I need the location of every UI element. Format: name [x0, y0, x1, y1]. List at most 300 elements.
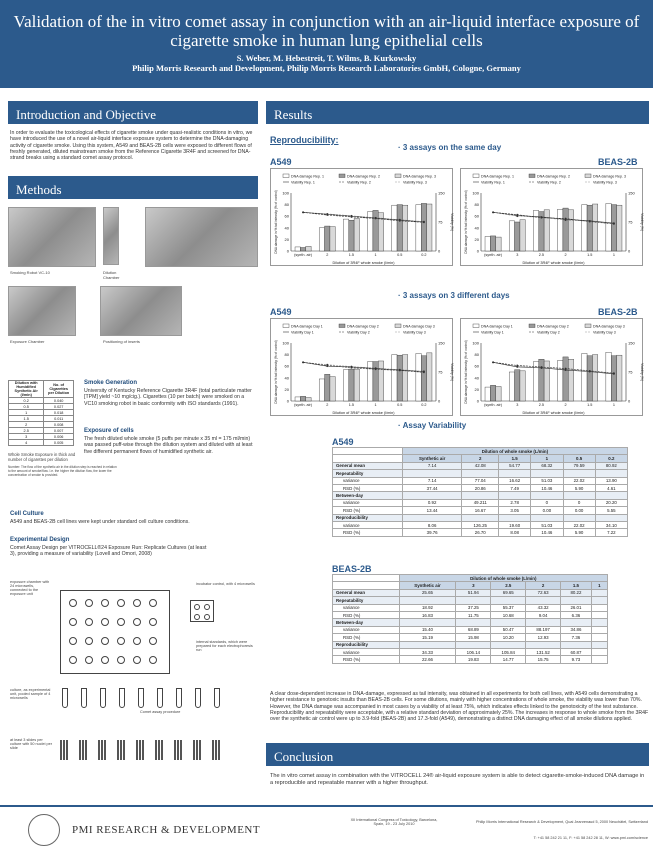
- table-cell: [499, 470, 531, 477]
- row-label: Repeatability: [333, 597, 400, 604]
- bar: [295, 247, 300, 251]
- legend-entry: Viability Rep. 2: [347, 180, 371, 185]
- x-tick-label: 2: [564, 253, 567, 257]
- y-tick-label: 100: [472, 340, 479, 346]
- bar: [515, 222, 520, 251]
- slide: [180, 740, 182, 760]
- table-cell: 4.61: [595, 484, 627, 491]
- legend-entry: Viability Rep. 1: [291, 180, 315, 185]
- bar: [343, 219, 348, 251]
- bar: [349, 369, 354, 401]
- y-tick-label: 0: [476, 398, 479, 404]
- bar: [558, 209, 563, 251]
- y-axis-label: DNA damage in % tail intensity (% of control): [464, 340, 468, 404]
- bar: [485, 237, 490, 252]
- table-cell: 3.05: [499, 507, 531, 514]
- column-header: 0.2: [595, 455, 627, 462]
- table-cell: 10.46: [531, 484, 563, 491]
- bar: [306, 398, 311, 401]
- table-row: [9, 440, 74, 446]
- diagram-label: at least 3 slides per culture with 50 nuclei per slide: [10, 738, 52, 750]
- table-cell: 18.92: [399, 604, 456, 611]
- smoke-generation-text: University of Kentucky Reference Cigarette 3R4F (total particulate matter [TPM] yield ~10 mg/cig.). Cigarettes (10 per batch) were smoked on a VC10 smoking robot in basic conformity with ISO standards (1991).: [84, 388, 252, 407]
- bar: [558, 360, 563, 401]
- table-cell: 0.5: [9, 404, 44, 410]
- microwell: [101, 599, 109, 607]
- table-cell: 15.19: [399, 634, 456, 641]
- table-cell: 16.62: [499, 477, 531, 484]
- y-tick-label: 0: [476, 248, 479, 254]
- cell-line-label: BEAS-2B: [598, 157, 638, 167]
- bar: [319, 228, 324, 251]
- table-cell: [402, 470, 462, 477]
- table-cell: 0.007: [44, 428, 74, 434]
- slide: [212, 740, 214, 760]
- table-cell: 5.55: [595, 507, 627, 514]
- row-label: Reproducibility: [333, 641, 400, 648]
- y2-tick-label: 150: [628, 190, 635, 196]
- table-cell: 0: [563, 499, 595, 506]
- table-cell: 16.67: [462, 507, 499, 514]
- row-label: Between-day: [333, 619, 400, 626]
- bar: [300, 396, 305, 401]
- bar: [509, 221, 514, 251]
- table-cell: 55.37: [491, 604, 526, 611]
- slide: [85, 740, 87, 760]
- legend-entry: Viability Rep. 3: [403, 180, 427, 185]
- x-tick-label: 1: [612, 253, 615, 257]
- bar: [611, 205, 616, 251]
- bar: [306, 246, 311, 251]
- viability-point: [351, 366, 353, 368]
- reproducibility-label: Reproducibility:: [270, 135, 339, 145]
- row-label: RSD (%): [333, 507, 403, 514]
- bar: [416, 205, 421, 251]
- x-tick-label: 1.5: [348, 403, 355, 407]
- diagram-label: culture, as experimental unit, pooled sample of 4 microwells: [10, 688, 51, 700]
- microwell: [149, 599, 157, 607]
- table-cell: 7.14: [402, 477, 462, 484]
- x-tick-label: 2: [326, 403, 329, 407]
- y2-tick-label: 150: [438, 340, 445, 346]
- x-tick-label: (synth. air): [294, 403, 313, 407]
- cell-line-label: BEAS-2B: [598, 307, 638, 317]
- variability-table-beas: [332, 574, 608, 664]
- table-header-row: [333, 455, 628, 462]
- same-day-title: · 3 assays on the same day: [398, 143, 502, 152]
- table-cell: 105.84: [491, 648, 526, 655]
- column-header: 2: [462, 455, 499, 462]
- table-cell: 60.87: [561, 648, 592, 655]
- microwell: [101, 656, 109, 664]
- exposure-chamber-photo: [8, 286, 76, 336]
- table-corner: [333, 448, 403, 455]
- y-tick-label: 100: [472, 190, 479, 196]
- table-cell: 42.08: [462, 462, 499, 469]
- table-row: [333, 477, 628, 484]
- y2-tick-label: 0: [438, 398, 441, 404]
- microwell: [194, 604, 200, 610]
- table-cell: [591, 641, 607, 648]
- legend-entry: DNA damage Rep. 1: [481, 174, 514, 179]
- slide: [66, 740, 68, 760]
- slide: [199, 740, 201, 760]
- table-cell: [563, 514, 595, 521]
- table-cell: 13.90: [595, 477, 627, 484]
- chart-a549-same-day: [270, 168, 453, 266]
- bar: [490, 385, 495, 401]
- table-cell: [456, 619, 491, 626]
- bar: [354, 369, 359, 401]
- row-label: RSD (%): [333, 634, 400, 641]
- table-row: [333, 604, 608, 611]
- bar: [330, 227, 335, 251]
- bar: [592, 355, 597, 401]
- table-cell: 26.70: [462, 529, 499, 536]
- table-cell: 3: [9, 434, 44, 440]
- table-header-row: [333, 575, 608, 582]
- bar: [568, 210, 573, 251]
- row-label: variance: [333, 626, 400, 633]
- microwell: [85, 618, 93, 626]
- slide: [161, 740, 163, 760]
- bar: [509, 372, 514, 401]
- table-cell: 9.73: [561, 656, 592, 663]
- slide: [142, 740, 144, 760]
- bar: [402, 355, 407, 401]
- microwell: [117, 637, 125, 645]
- table-row: [333, 529, 628, 536]
- table-cell: 34.86: [561, 626, 592, 633]
- table-cell: [526, 619, 561, 626]
- row-label: RSD (%): [333, 611, 400, 618]
- table-cell: 50.47: [491, 626, 526, 633]
- culture-tube: [62, 688, 68, 708]
- table-cell: 2.78: [499, 499, 531, 506]
- table-cell: 10.46: [531, 529, 563, 536]
- table-cell: 39.76: [402, 529, 462, 536]
- chart-a549-diff-days: [270, 318, 453, 416]
- slide: [139, 740, 141, 760]
- microwell: [69, 637, 77, 645]
- x-tick-label: 3: [516, 403, 519, 407]
- y-axis-label: DNA damage in % tail intensity (% of control): [274, 340, 278, 404]
- y2-tick-label: 150: [438, 190, 445, 196]
- y-tick-label: 20: [284, 386, 289, 392]
- row-label: variance: [333, 648, 400, 655]
- table-header: No. of Cigarettes per Dilution: [44, 381, 74, 398]
- y-tick-label: 80: [284, 202, 289, 208]
- table-cell: 9.04: [526, 611, 561, 618]
- y-tick-label: 80: [474, 202, 479, 208]
- bar: [300, 248, 305, 251]
- smoking-robot-photo: [8, 207, 96, 267]
- cell-line-label: A549: [270, 307, 292, 317]
- cell-line-label: A549: [270, 157, 292, 167]
- table-title: BEAS-2B: [332, 564, 372, 574]
- design-title: Experimental Design: [10, 537, 70, 543]
- microwell: [204, 604, 210, 610]
- row-label: Repeatability: [333, 470, 403, 477]
- row-label: variance: [333, 477, 403, 484]
- microwell: [133, 599, 141, 607]
- bar: [392, 205, 397, 251]
- conclusion-text: The in vitro comet assay in combination with the VITROCELL 24® air-liquid exposure system is able to detect cigarette-smoke-induced DNA damage in a reproducible and repeatable manner with a higher throughput.: [270, 773, 645, 786]
- table-cell: 0.92: [402, 499, 462, 506]
- smoke-generation-title: Smoke Generation: [84, 380, 138, 386]
- x-tick-label: 3: [516, 253, 519, 257]
- table-cell: 7.49: [499, 484, 531, 491]
- pmi-crest-icon: [28, 814, 60, 846]
- culture-tube: [214, 688, 220, 708]
- table-row: [333, 484, 628, 491]
- photo-caption: Exposure Chamber: [10, 339, 45, 344]
- legend-swatch: [339, 174, 345, 178]
- y-axis-label: DNA damage in % tail intensity (% of control): [274, 190, 278, 254]
- bar: [496, 387, 501, 402]
- table-cell: 1.5: [9, 416, 44, 422]
- table-cell: [591, 597, 607, 604]
- y-tick-label: 60: [284, 213, 289, 219]
- table-cell: [591, 589, 607, 596]
- y-tick-label: 20: [284, 236, 289, 242]
- x-tick-label: 1: [374, 253, 377, 257]
- legend-swatch: [339, 324, 345, 328]
- legend-entry: DNA damage Rep. 3: [403, 174, 436, 179]
- y2-axis-label: Viability (%): [450, 213, 454, 231]
- slide: [193, 740, 195, 760]
- legend-swatch: [473, 174, 479, 178]
- table-cell: 2: [9, 422, 44, 428]
- table-cell: 15.98: [456, 634, 491, 641]
- legend-swatch: [283, 324, 289, 328]
- y-tick-label: 80: [284, 352, 289, 358]
- discussion-text: A clear dose-dependent increase in DNA-damage, expressed as tail intensity, was obtained in all experiments for both cell lines, with A549 cells demonstrating a higher resistance to genotoxic insults than BEAS-2B cells. For some dilutions, mainly with higher concentrations of whole smoke, the viability was lower than 70%. However, the DNA damage was accompanied in most cases by a viability of at least 75%, which indicates effects linked to the genotoxicity of the test substance. Reproducibility and repeatability were acceptable, with a relative standard deviation of approximately 25%. The increases in response to whole smoke from the 3R4F over the synthetic air control were up to 3.9-fold (BEAS-2B) and 17.3-fold (A549), demonstrating a distinct DNA damaging effect of all smoke dilutions applied.: [270, 691, 649, 723]
- bar: [397, 355, 402, 401]
- bar: [582, 353, 587, 401]
- table-cell: 131.52: [526, 648, 561, 655]
- table-cell: 7.22: [595, 529, 627, 536]
- column-header: 1: [591, 582, 607, 589]
- table-cell: [399, 641, 456, 648]
- table-cell: 13.44: [402, 507, 462, 514]
- table-cell: 7.36: [561, 634, 592, 641]
- x-tick-label: 0.5: [397, 253, 403, 257]
- y2-tick-label: 0: [438, 248, 441, 254]
- table-cell: 72.63: [526, 589, 561, 596]
- table-cell: 2.5: [9, 428, 44, 434]
- x-tick-label: 1.5: [587, 253, 593, 257]
- viability-point: [302, 361, 304, 363]
- microwell: [133, 637, 141, 645]
- y-tick-label: 20: [474, 236, 479, 242]
- y2-axis-label: Viability (%): [640, 363, 644, 381]
- microwell: [117, 656, 125, 664]
- legend-entry: Viability Rep. 1: [481, 180, 505, 185]
- table-header-row: [333, 448, 628, 455]
- table-cell: 54.77: [499, 462, 531, 469]
- bar: [343, 370, 348, 401]
- bar: [349, 220, 354, 251]
- design-text: Comet Assay Design per VITROCELL®24 Exposure Run: Replicate Cultures (at least 3), providing a measure of variability (Lovell and Omori, 2008): [10, 545, 207, 558]
- table-cell: 12.93: [526, 634, 561, 641]
- table-cell: 0: [531, 499, 563, 506]
- table-cell: 8.08: [499, 529, 531, 536]
- intro-text: In order to evaluate the toxicological effects of cigarette smoke under quasi-realistic conditions in vitro, we have introduced the use of a novel air-liquid interface exposure system to determine the DNA-damaging activity of cigarette smoke. Using this system, A549 and BEAS-2B cells were exposed to different flows of freshly generated, diluted mainstream smoke from the Reference Cigarette 3R4F and screened for DNA-strand breaks using a standard comet assay protocol.: [10, 130, 253, 162]
- microwell: [117, 599, 125, 607]
- x-axis-label: Dilution of 3R4F whole smoke (l/min): [522, 411, 585, 415]
- viability-point: [492, 361, 494, 363]
- legend-entry: Viability Day 2: [537, 330, 560, 335]
- table-cell: [563, 470, 595, 477]
- table-cell: [526, 597, 561, 604]
- slide: [196, 740, 198, 760]
- row-label: Between-day: [333, 492, 403, 499]
- slide: [117, 740, 119, 760]
- apparatus-photo: [145, 207, 258, 267]
- legend-entry: Viability Rep. 3: [593, 180, 617, 185]
- address: Philip Morris International Research & Development, Quai Jeanrenaud 5, 2000 Neuchâtel, Switzerland: [476, 820, 649, 824]
- diagram-label: incubator control, with 4 microwells: [196, 582, 255, 586]
- bar: [563, 208, 568, 251]
- conclusion-heading: Conclusion: [266, 743, 649, 766]
- y2-tick-label: 0: [628, 398, 631, 404]
- viability-point: [492, 211, 494, 213]
- row-label: RSD (%): [333, 529, 403, 536]
- table-cell: [399, 619, 456, 626]
- legend-entry: DNA damage Rep. 3: [593, 174, 626, 179]
- bar: [397, 205, 402, 251]
- slide: [218, 740, 220, 760]
- viability-point: [302, 211, 304, 213]
- legend-entry: DNA damage Day 3: [593, 324, 625, 329]
- y-tick-label: 40: [474, 225, 479, 231]
- column-header: 0.5: [563, 455, 595, 462]
- chart-beas-same-day: [460, 168, 643, 266]
- table-cell: [491, 641, 526, 648]
- slide: [79, 740, 81, 760]
- table-cell: 19.60: [499, 521, 531, 528]
- culture-tube: [195, 688, 201, 708]
- poster-title: Validation of the in vitro comet assay in conjunction with an air-liquid interface exposure of cigarette smoke in human lung epithelial cells: [13, 12, 640, 50]
- exposure-plate: [60, 590, 170, 674]
- table-row: [333, 619, 608, 626]
- y2-tick-label: 0: [628, 248, 631, 254]
- slide: [158, 740, 160, 760]
- viability-point: [613, 223, 615, 225]
- microwell: [85, 637, 93, 645]
- bar: [325, 226, 330, 251]
- table-corner: [333, 455, 403, 462]
- table-row: [333, 641, 608, 648]
- control-plate: [190, 600, 214, 622]
- dilution-header: Dilution of whole smoke (L/min): [399, 575, 607, 582]
- column-header: 2: [526, 582, 561, 589]
- table-cell: [591, 611, 607, 618]
- table-cell: [402, 492, 462, 499]
- y2-tick-label: 75: [628, 219, 633, 225]
- bar: [402, 205, 407, 251]
- table-cell: 0.008: [44, 422, 74, 428]
- bar: [295, 397, 300, 401]
- bar: [325, 374, 330, 401]
- column-header: 2.5: [491, 582, 526, 589]
- bar: [544, 210, 549, 251]
- slide: [177, 740, 179, 760]
- table-cell: [561, 619, 592, 626]
- y-tick-label: 60: [474, 213, 479, 219]
- microwell: [101, 637, 109, 645]
- y-tick-label: 0: [286, 398, 289, 404]
- table-cell: 22.66: [399, 656, 456, 663]
- bar: [378, 361, 383, 401]
- bar: [611, 356, 616, 401]
- viability-point: [423, 370, 425, 372]
- culture-tube: [176, 688, 182, 708]
- microwell: [101, 618, 109, 626]
- table-header: Dilution with Humidified Synthetic Air (l/min): [9, 381, 44, 398]
- cell-culture-text: A549 and BEAS-2B cell lines were kept under standard cell culture conditions.: [10, 519, 190, 525]
- bar: [587, 356, 592, 401]
- slide: [155, 740, 157, 760]
- bar: [582, 205, 587, 251]
- table-title: A549: [332, 437, 354, 447]
- table-cell: 19.83: [456, 656, 491, 663]
- row-label: variance: [333, 521, 403, 528]
- table-cell: [595, 514, 627, 521]
- bar: [520, 220, 525, 251]
- x-tick-label: 0.2: [421, 403, 427, 407]
- legend-entry: DNA damage Rep. 1: [291, 174, 324, 179]
- table-corner: [333, 582, 400, 589]
- table-row: [333, 507, 628, 514]
- table-cell: 88.197: [526, 626, 561, 633]
- microwell: [194, 614, 200, 620]
- x-axis-label: Dilution of 3R4F whole smoke (l/min): [332, 411, 395, 415]
- table-cell: 80.22: [561, 589, 592, 596]
- footer-divider: [0, 805, 653, 807]
- x-tick-label: 0.5: [397, 403, 403, 407]
- bar: [319, 379, 324, 401]
- x-tick-label: 1: [612, 403, 615, 407]
- legend-swatch: [529, 174, 535, 178]
- bar: [427, 204, 432, 251]
- column-header: Synthetic air: [402, 455, 462, 462]
- y-tick-label: 60: [284, 363, 289, 369]
- table-cell: 16.83: [399, 611, 456, 618]
- microwell: [69, 599, 77, 607]
- table-cell: [595, 492, 627, 499]
- microwell: [149, 637, 157, 645]
- table-cell: 0.006: [44, 434, 74, 440]
- x-axis-label: Dilution of 3R4F whole smoke (l/min): [522, 261, 585, 265]
- table-cell: [531, 514, 563, 521]
- legend-swatch: [529, 324, 535, 328]
- legend-entry: Viability Day 1: [481, 330, 504, 335]
- slide: [120, 740, 122, 760]
- row-label: RSD (%): [333, 484, 403, 491]
- table-row: [333, 656, 608, 663]
- variability-title: · Assay Variability: [398, 421, 467, 430]
- legend-entry: DNA damage Day 2: [347, 324, 379, 329]
- column-header: Synthetic air: [399, 582, 456, 589]
- slide: [123, 740, 125, 760]
- slide: [101, 740, 103, 760]
- x-tick-label: (synth. air): [294, 253, 313, 257]
- photo-caption: Positioning of inserts: [103, 339, 140, 344]
- table-cell: [499, 514, 531, 521]
- table-cell: 0.040: [44, 398, 74, 404]
